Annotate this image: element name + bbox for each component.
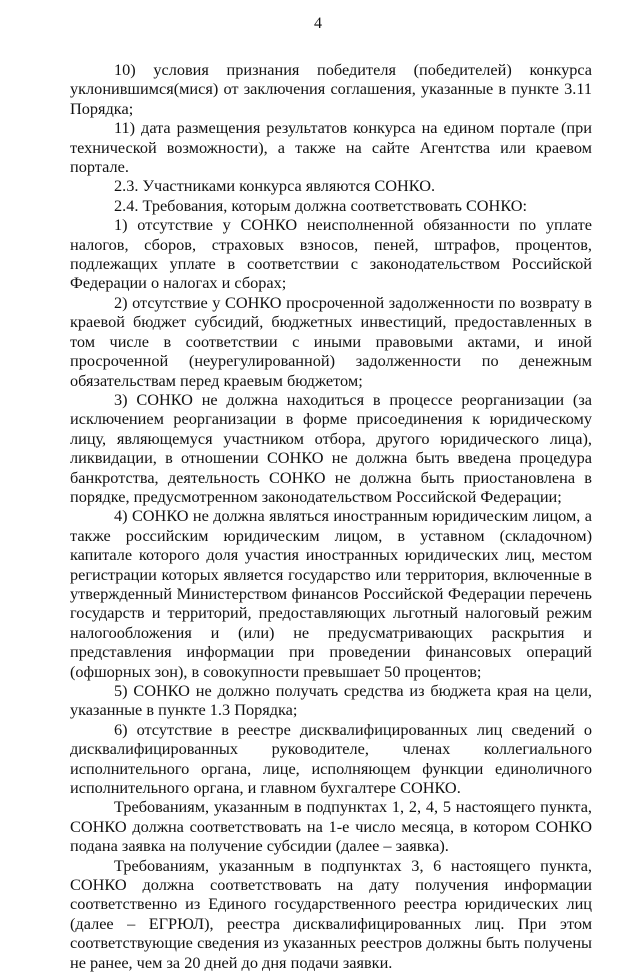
page-number: 4 [314,15,322,32]
document-body [70,60,592,972]
requirement-3: 3) СОНКО не должна находиться в процессе реорганизации (за исключением реорганизации в форме присоединения к юридическому лицу, являющемуся участником отбора, другого юридического лица), ликвидации, в отношении СОНКО не должна быть введена процедура банкротства, деятельность СОНКО не должна быть приостановлена в порядке, предусмотренном законодательством Российской Федерации; [70,389,592,506]
requirement-6: 6) отсутствие в реестре дисквалифицированных лиц сведений о дисквалифицированных руководителе, членах коллегиального исполнительного органа, лице, исполняющем функции единоличного исполнительного органа, и главном бухгалтере СОНКО. [70,719,592,798]
paragraph-2-3: 2.3. Участниками конкурса являются СОНКО. [114,176,436,196]
paragraph-item-10: 10) условия признания победителя (победителей) конкурса уклонившимся(мися) от заключения соглашения, указанные в пункте 3.11 Порядка; [70,60,592,118]
requirement-4: 4) СОНКО не должна являться иностранным юридическим лицом, а также российским юридическим лицом, в уставном (складочном) капитале которого доля участия иностранных юридических лиц, местом регистрации которых является государство или территория, включенные в утвержденный Министерством финансов Российской Федерации перечень государств и территорий, предоставляющих льготный налоговый режим налогообложения и (или) не предусматривающих раскрытия и представления информации при проведении финансовых операций (офшорных зон), в совокупности превышает 50 процентов; [70,506,592,681]
requirement-5: 5) СОНКО не должно получать средства из бюджета края на цели, указанные в пункте 1.3 Порядка; [70,681,592,720]
requirement-1: 1) отсутствие у СОНКО неисполненной обязанности по уплате налогов, сборов, страховых взносов, пеней, штрафов, процентов, подлежащих уплате в соответствии с законодательством Российской Федерации о налогах и сборах; [70,215,592,293]
paragraph-item-11: 11) дата размещения результатов конкурса на едином портале (при технической возможности), а также на сайте Агентства или краевом портале. [70,118,592,177]
requirement-2: 2) отсутствие у СОНКО просроченной задолженности по возврату в краевой бюджет субсидий, бюджетных инвестиций, предоставленных в том числе в соответствии с иными правовыми актами, и иной просроченной (неурегулированной) задолженности по денежным обязательствам перед краевым бюджетом; [70,292,592,390]
compliance-date-note-1: Требованиям, указанным в подпунктах 1, 2, 4, 5 настоящего пункта, СОНКО должна соответствовать на 1-е число месяца, в котором СОНКО подана заявка на получение субсидии (далее – заявка). [70,797,592,856]
compliance-date-note-2: Требованиям, указанным в подпунктах 3, 6 настоящего пункта, СОНКО должна соответствовать на дату получения информации соответственно из Единого государственного реестра юридических лиц (далее – ЕГРЮЛ), реестра дисквалифицированных лиц. При этом соответствующие сведения из указанных реестров должны быть получены не ранее, чем за 20 дней до дня подачи заявки. [70,855,592,972]
paragraph-2-4: 2.4. Требования, которым должна соответствовать СОНКО: [114,195,528,215]
